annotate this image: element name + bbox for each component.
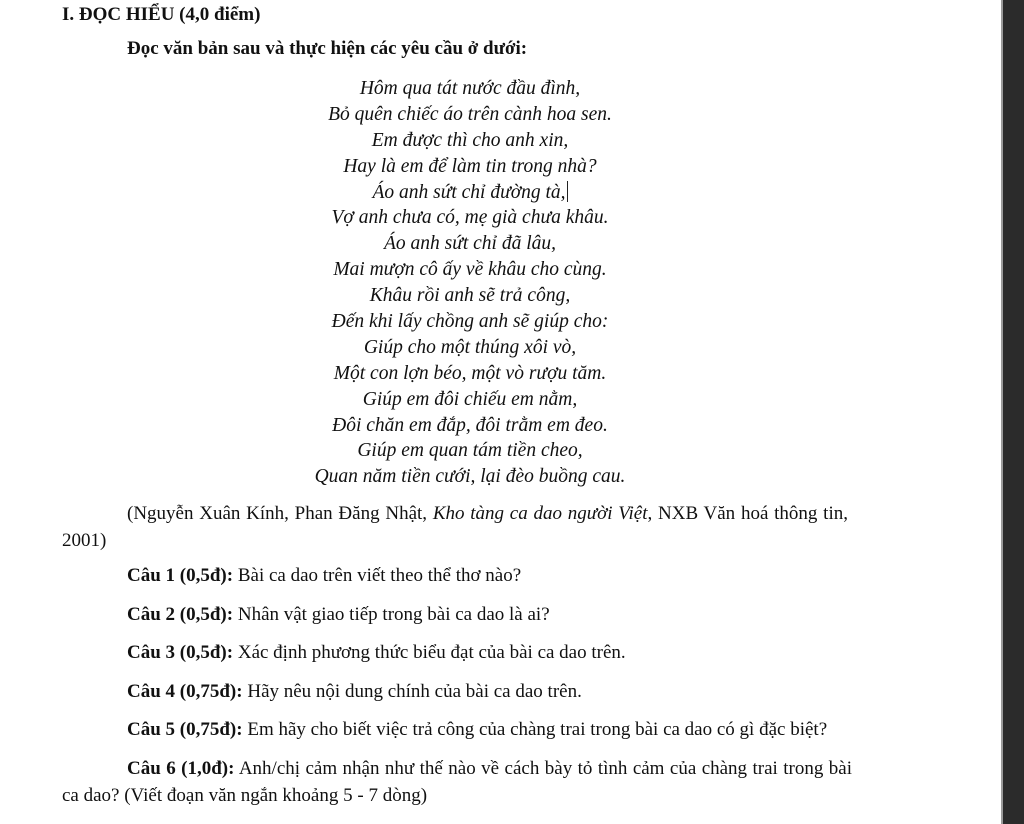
poem-line: Giúp em đôi chiếu em nằm, (362, 388, 578, 410)
question-label: Câu 1 (0,5đ): (127, 565, 234, 586)
poem-line: Khâu rồi anh sẽ trả công, (369, 285, 571, 307)
question-label: Câu 5 (0,75đ): (127, 719, 243, 740)
question-label: Câu 2 (0,5đ): (127, 603, 234, 625)
question-text: Anh/chị cảm nhận như thế nào về cách bày tỏ tình cảm của chàng trai trong bài ca dao? (Viết đoạn văn ngắn khoảng 5 - 7 dòng) (62, 757, 852, 806)
poem (220, 76, 720, 490)
poem-line: Giúp em quan tám tiền cheo, (357, 440, 583, 462)
question-label: Câu 4 (0,75đ): (127, 680, 243, 702)
question-text: Nhân vật giao tiếp trong bài ca dao là ai? (233, 603, 550, 625)
question-item (62, 639, 852, 666)
question-label: Câu 3 (0,5đ): (127, 642, 234, 663)
poem-source-citation: (Nguyễn Xuân Kính, Phan Đăng Nhật, Kho tàng ca dao người Việt, NXB Văn hoá thông tin, 2001) (62, 503, 848, 551)
poem-line: Giúp cho một thúng xôi vò, (363, 336, 577, 358)
poem-line: Bỏ quên chiếc áo trên cành hoa sen. (328, 103, 612, 125)
question-item (62, 562, 852, 589)
window-right-edge (1003, 0, 1024, 824)
question-list (62, 562, 852, 820)
section-heading: I. ĐỌC HIỂU (4,0 điểm) (62, 4, 261, 25)
text-cursor (567, 181, 568, 202)
question-text: Xác định phương thức biểu đạt của bài ca dao trên. (233, 642, 626, 663)
question-label: Câu 6 (1,0đ): (127, 757, 235, 779)
reading-instruction: Đọc văn bản sau và thực hiện các yêu cầu ở dưới: (127, 38, 528, 59)
poem-line: Hôm qua tát nước đầu đình, (359, 78, 581, 99)
poem-line: Đôi chăn em đắp, đôi trằm em đeo. (332, 414, 608, 436)
question-item (62, 601, 852, 628)
poem-line: Áo anh sứt chỉ đường tà, (372, 181, 566, 203)
poem-line: Quan năm tiền cưới, lại đèo buồng cau. (314, 466, 626, 488)
book-title: Kho tàng ca dao người Việt (432, 503, 648, 524)
poem-line: Em được thì cho anh xin, (371, 129, 569, 151)
question-item (62, 678, 852, 705)
poem-line: Áo anh sứt chỉ đã lâu, (383, 233, 557, 255)
poem-line: Đến khi lấy chồng anh sẽ giúp cho: (331, 311, 609, 333)
question-text: Bài ca dao trên viết theo thể thơ nào? (233, 565, 522, 586)
poem-line: Vợ anh chưa có, mẹ già chưa khâu. (331, 207, 609, 229)
poem-line: Hay là em để làm tin trong nhà? (343, 155, 597, 177)
poem-line: Mai mượn cô ấy về khâu cho cùng. (333, 259, 607, 281)
poem-line: Một con lợn béo, một vò rượu tăm. (333, 362, 607, 384)
question-text: Hãy nêu nội dung chính của bài ca dao trên. (242, 680, 582, 702)
question-item (62, 716, 852, 743)
question-text: Em hãy cho biết việc trả công của chàng trai trong bài ca dao có gì đặc biệt? (242, 719, 828, 740)
question-item (62, 755, 852, 809)
